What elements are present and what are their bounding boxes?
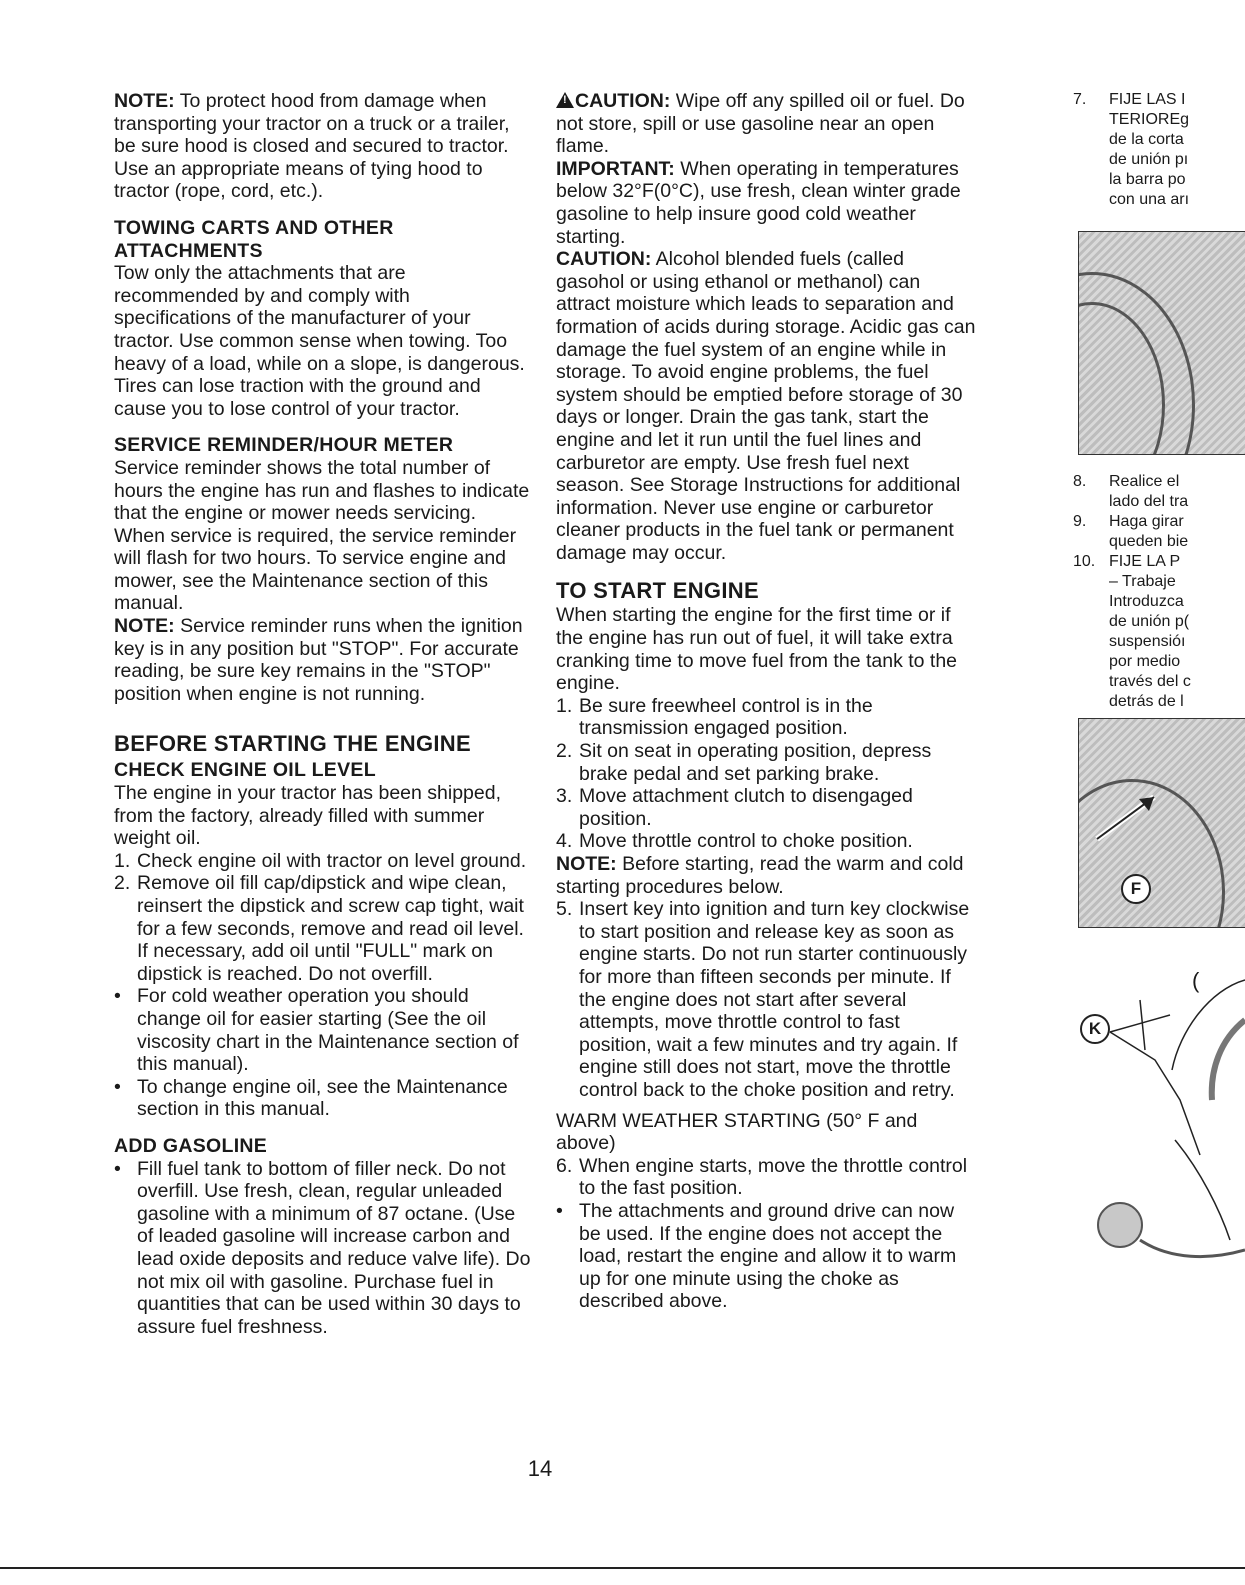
list-item — [556, 785, 976, 830]
list-item-line: queden bie — [1109, 533, 1189, 550]
list-marker: • — [114, 985, 121, 1008]
list-item — [556, 898, 976, 1101]
list-marker: 5. — [556, 898, 573, 921]
important-note — [556, 158, 976, 248]
service-note — [114, 615, 532, 705]
list-item-line: – Trabaje — [1109, 573, 1176, 590]
list-item-line: la barra po — [1109, 171, 1186, 188]
left-column — [114, 90, 532, 1338]
list-item-text: Move throttle control to choke position. — [579, 830, 913, 853]
service-heading: SERVICE REMINDER/HOUR METER — [114, 434, 454, 457]
list-item — [1073, 472, 1245, 512]
list-marker: 7. — [1073, 91, 1087, 108]
list-item-line: FIJE LAS I — [1109, 91, 1186, 108]
list-item — [556, 1200, 976, 1313]
list-item — [114, 850, 532, 873]
caution-text: Wipe off any spilled oil or fuel. Do not store, spill or use gasoline near an open flame. — [556, 90, 965, 158]
warning-triangle-icon — [556, 92, 574, 108]
note-text: To protect hood from damage when transporting your tractor on a truck or a trailer, be sure hood is closed and secured to tractor. Use an appropriate means of tying hood to tractor (rope, cord, etc.). — [114, 90, 510, 203]
note-label: NOTE: — [114, 90, 175, 112]
important-text: When operating in temperatures below 32°F(0°C), use fresh, clean winter grade gasoline to help insure good cold weather starting. — [556, 157, 961, 248]
list-item-text: The attachments and ground drive can now be used. If the engine does not accept the load, restart the engine and allow it to warm up for one minute using the choke as described above. — [579, 1199, 957, 1313]
list-item — [556, 740, 976, 785]
hood-note — [114, 90, 532, 203]
callout-paren: ( — [1192, 968, 1200, 993]
list-item-text: To change engine oil, see the Maintenance section in this manual. — [137, 1075, 508, 1121]
list-item — [556, 830, 976, 853]
list-item-line: de unión pı — [1109, 151, 1189, 168]
oil-heading: CHECK ENGINE OIL LEVEL — [114, 759, 376, 782]
list-item-line: través del c — [1109, 673, 1191, 690]
list-item-text: Be sure freewheel control is in the transmission engaged position. — [579, 694, 873, 740]
list-item-line: por medio — [1109, 653, 1181, 670]
list-marker: 2. — [556, 740, 573, 763]
caution-text: Alcohol blended fuels (called gasohol or using ethanol or methanol) can attract moisture which leads to separation and formation of acids during storage. Acidic gas can damage the fuel system of an engine while in storage. To avoid engine problems, the fuel system should be emptied before storage of 30 days or longer. Drain the gas tank, start the engine and let it run until the fuel lines and carburetor are empty. Use fresh fuel next season. See Storage Instructions for additional information. Never use engine or carburetor cleaner products in the fuel tank or permanent damage may occur. — [556, 248, 976, 564]
list-item-text: Remove oil fill cap/dipstick and wipe clean, reinsert the dipstick and screw cap tight, wait for a few seconds, remove and read oil level. If necessary, add oil until "FULL" mark on dipstick is reached. Do not overfill. — [137, 872, 524, 985]
list-item-line: TERIOREɡ — [1109, 111, 1190, 128]
list-marker: 10. — [1073, 553, 1096, 570]
callout-f: F — [1121, 874, 1151, 904]
list-item-line: de unión p( — [1109, 613, 1190, 630]
list-item-text: Move attachment clutch to disengaged position. — [579, 785, 913, 830]
list-item-text: Check engine oil with tractor on level ground. — [137, 849, 527, 872]
start-text: When starting the engine for the first time or if the engine has run out of fuel, it will take extra cranking time to move fuel from the tank to the engine. — [556, 604, 958, 695]
list-item-line: de la corta — [1109, 131, 1184, 148]
list-item-line: lado del tra — [1109, 493, 1189, 510]
list-item — [1073, 512, 1245, 552]
list-item-text: Sit on seat in operating position, depress brake pedal and set parking brake. — [579, 740, 932, 785]
list-item — [114, 1158, 532, 1339]
list-item — [556, 695, 976, 740]
middle-column — [556, 90, 976, 1313]
list-item — [114, 872, 532, 985]
list-marker: 3. — [556, 785, 573, 808]
list-marker: 1. — [556, 694, 573, 717]
gasoline-heading: ADD GASOLINE — [114, 1134, 268, 1157]
towing-heading: TOWING CARTS AND OTHER ATTACHMENTS — [114, 216, 394, 262]
bottom-rule — [0, 1567, 1245, 1569]
caution-label: CAUTION: — [556, 248, 652, 271]
start-note — [556, 853, 976, 898]
list-marker: 6. — [556, 1154, 573, 1177]
list-item-text: For cold weather operation you should change oil for easier starting (See the oil viscosity chart in the Maintenance section of this manual). — [137, 985, 519, 1076]
list-item-line: Haga girar — [1109, 513, 1184, 530]
list-item-line: detrás de l — [1109, 693, 1184, 710]
warm-weather-heading: WARM WEATHER STARTING (50° F and above) — [556, 1109, 918, 1155]
list-marker: 2. — [114, 872, 131, 895]
pointer-arrow-icon — [1079, 719, 1245, 927]
list-item — [1073, 90, 1245, 210]
tractor-wheel-photo — [1078, 231, 1245, 455]
note-text: Before starting, read the warm and cold starting procedures below. — [556, 853, 964, 898]
list-item — [114, 1076, 532, 1121]
list-item — [114, 985, 532, 1075]
oil-text: The engine in your tractor has been shipped, from the factory, already filled with summer weight oil. — [114, 782, 502, 850]
important-label: IMPORTANT: — [556, 157, 675, 180]
list-item-line: Introduzca — [1109, 593, 1184, 610]
before-starting-heading: BEFORE STARTING THE ENGINE — [114, 731, 471, 757]
list-item-line: FIJE LA P — [1109, 553, 1181, 570]
list-marker: • — [556, 1199, 563, 1222]
service-note-text: Service reminder runs when the ignition key is in any position but "STOP". For accurate reading, be sure key remains in the "STOP" position when engine is not running. — [114, 615, 523, 705]
list-item-text: Fill fuel tank to bottom of filler neck. Do not overfill. Use fresh, clean, regular unleaded gasoline with a minimum of 87 octane. (Use of leaded gasoline will increase carbon and lead oxide deposits and reduce valve life). Do not mix oil with gasoline. Purchase fuel in quantities that can be used within 30 days to assure fuel freshness. — [137, 1157, 531, 1338]
caution-label: CAUTION: — [575, 90, 671, 112]
page-number: 14 — [527, 1456, 553, 1481]
callout-k: K — [1080, 1014, 1110, 1044]
list-item-line: Realice el — [1109, 473, 1180, 490]
towing-text: Tow only the attachments that are recommended by and comply with specifications of the manufacturer of your tractor. Use common sense when towing. Too heavy of a load, while on a slope, is dangerous. Tires can lose traction with the ground and cause you to lose control of your tractor. — [114, 262, 525, 420]
list-marker: 1. — [114, 849, 131, 872]
list-marker: 8. — [1073, 473, 1087, 490]
list-item-text: Insert key into ignition and turn key clockwise to start position and release key as soon as engine starts. Do not run starter continuously for more than fifteen seconds per minute. If the engine does not start after several attempts, move throttle control to fast position, wait a few minutes and try again. If engine still does not start, move the throttle control back to the choke position and retry. — [579, 898, 970, 1101]
caution-spill — [556, 90, 976, 158]
service-note-label: NOTE: — [114, 615, 175, 638]
start-engine-heading: TO START ENGINE — [556, 578, 759, 604]
list-marker: 4. — [556, 830, 573, 853]
deck-line-drawing — [1080, 940, 1245, 1300]
list-item-line: con una arı — [1109, 191, 1190, 208]
list-marker: • — [114, 1075, 121, 1098]
tractor-suspension-photo — [1078, 718, 1245, 928]
note-label: NOTE: — [556, 853, 617, 875]
list-item-text: When engine starts, move the throttle control to the fast position. — [579, 1154, 968, 1200]
caution-alcohol — [556, 248, 976, 564]
list-marker: 9. — [1073, 513, 1087, 530]
list-item — [556, 1155, 976, 1200]
service-text: Service reminder shows the total number of hours the engine has run and flashes to indicate that the engine or mower needs servicing. When service is required, the service reminder will flash for two hours. To service engine and mower, see the Maintenance section of this manual. — [114, 456, 530, 615]
list-marker: • — [114, 1157, 121, 1180]
list-item — [1073, 552, 1245, 712]
list-item-line: suspensióı — [1109, 633, 1186, 650]
